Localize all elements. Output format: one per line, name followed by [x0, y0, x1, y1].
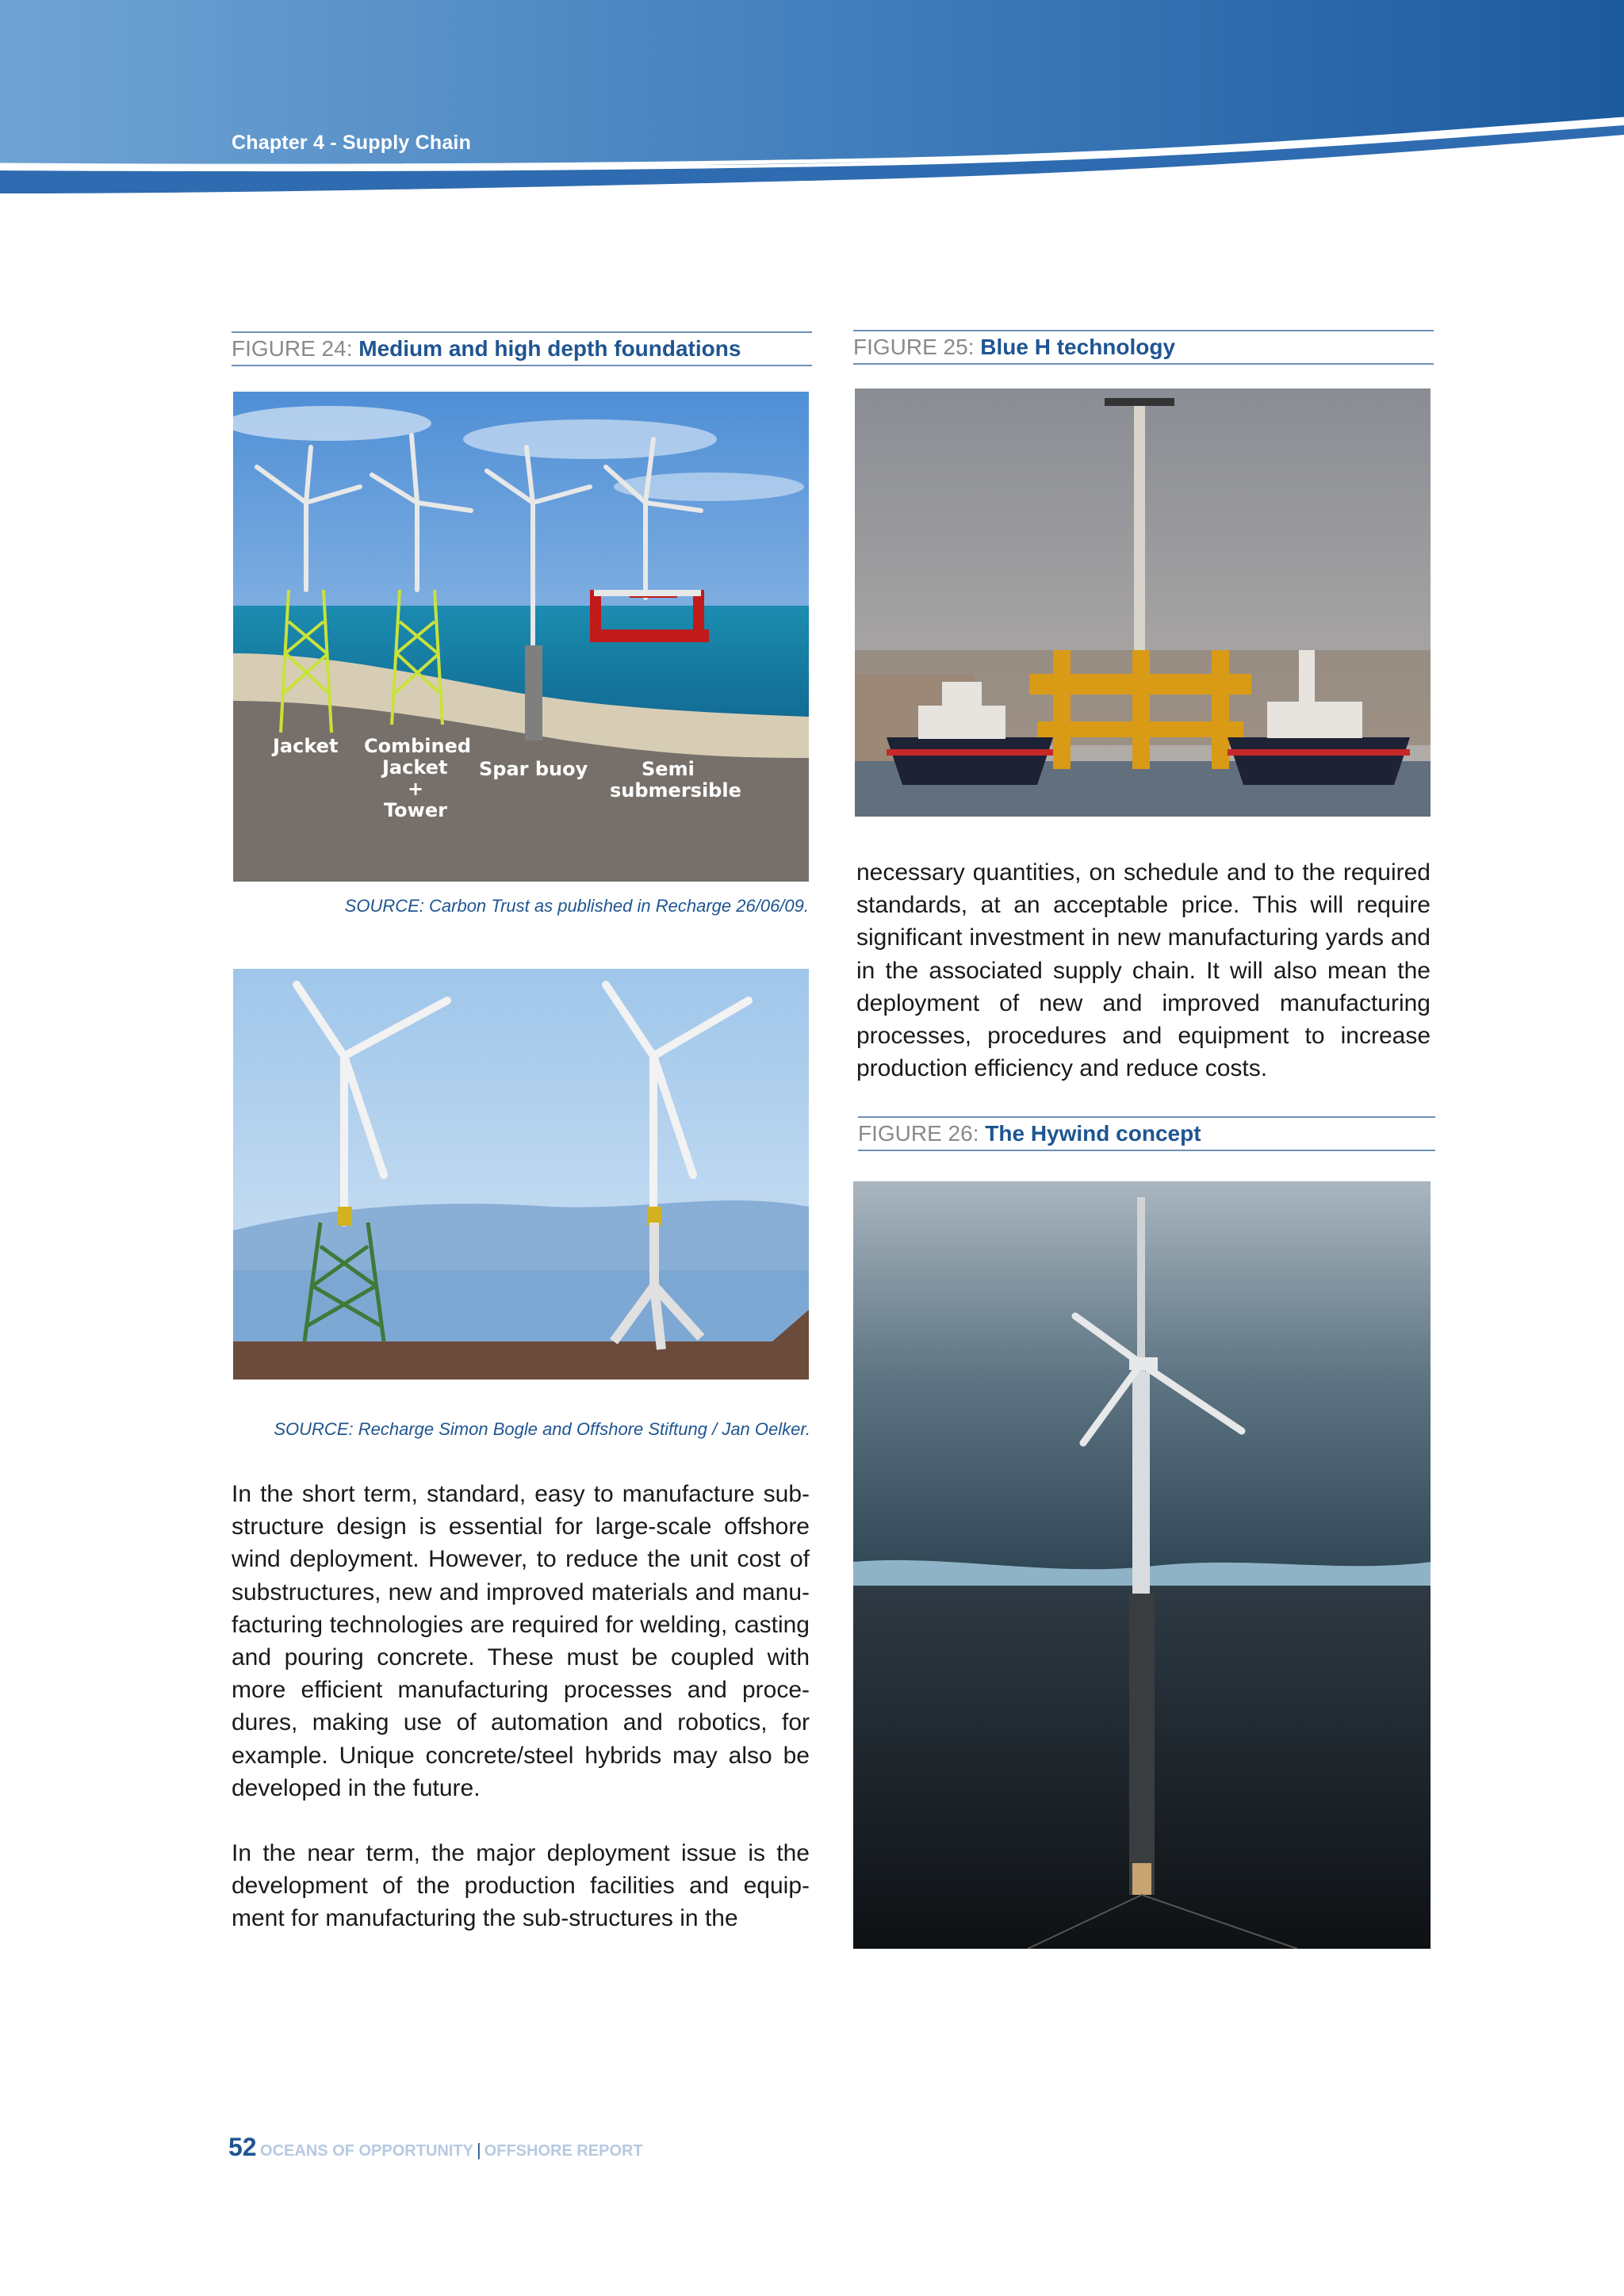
- figure-title: The Hywind concept: [985, 1121, 1201, 1146]
- paragraph: In the near term, the major deployment issue is the development of the production facilities and equip-ment for manufacturing the sub-structures in the: [232, 1840, 810, 1932]
- chapter-header-band: [0, 0, 1624, 198]
- label-combined: Combined: [364, 735, 472, 757]
- label-semi: Semi: [642, 758, 695, 780]
- jacket-tripod-illustration: [233, 969, 809, 1380]
- hywind-illustration: [853, 1181, 1431, 1949]
- paragraph: In the short term, standard, easy to manufacture sub-structure design is essential for large-scale offshore wind deployment. However, to reduce the unit cost of substructures, new and improved materials and manu-facturing technologies are required for welding, casting and pouring concrete. These must be coupled with more efficient manufacturing processes and proce-dures, making use of automation and robotics, for example. Unique concrete/steel hybrids may also be developed in the future.: [232, 1481, 810, 1801]
- figure-number: FIGURE 24:: [232, 336, 353, 361]
- figure-number: FIGURE 26:: [858, 1121, 979, 1146]
- page-number: 52: [228, 2133, 257, 2161]
- publication-title: OCEANS OF OPPORTUNITY: [260, 2142, 473, 2160]
- label-combined-jacket: Jacket: [382, 756, 448, 779]
- blue-h-photo: [855, 388, 1431, 817]
- report-title: OFFSHORE REPORT: [484, 2142, 643, 2160]
- figure-26-caption: [858, 1116, 1435, 1151]
- label-combined-tower: Tower: [384, 799, 447, 821]
- label-spar-buoy: Spar buoy: [479, 758, 588, 780]
- figure-number: FIGURE 25:: [853, 335, 975, 359]
- foundations-illustration: [233, 392, 809, 882]
- label-jacket: Jacket: [273, 735, 339, 757]
- right-column-text: [856, 856, 1431, 1085]
- paragraph: necessary quantities, on schedule and to the required standards, at an acceptable price. This will require significant investment in new manufacturing yards and in the associated supply chain. It will also mean the deployment of new and improved manufacturing processes, procedures and equipment to increase production efficiency and reduce costs.: [856, 859, 1431, 1082]
- label-submersible: submersible: [610, 779, 741, 802]
- header-wave-graphic: [0, 0, 1624, 198]
- figure-24-source-1: SOURCE: Carbon Trust as published in Recharge 26/06/09.: [344, 896, 809, 916]
- label-combined-plus: +: [408, 778, 424, 800]
- figure-24-source-2: SOURCE: Recharge Simon Bogle and Offshore Stiftung / Jan Oelker.: [274, 1419, 810, 1439]
- footer-separator: |: [476, 2140, 481, 2160]
- figure-title: Medium and high depth foundations: [358, 336, 741, 361]
- left-column-text: [232, 1478, 810, 1935]
- figure-title: Blue H technology: [980, 335, 1176, 359]
- figure-25-caption: [853, 330, 1434, 365]
- chapter-title: Chapter 4 - Supply Chain: [232, 132, 472, 154]
- figure-24-caption: [232, 331, 812, 366]
- page-footer: [228, 2133, 643, 2162]
